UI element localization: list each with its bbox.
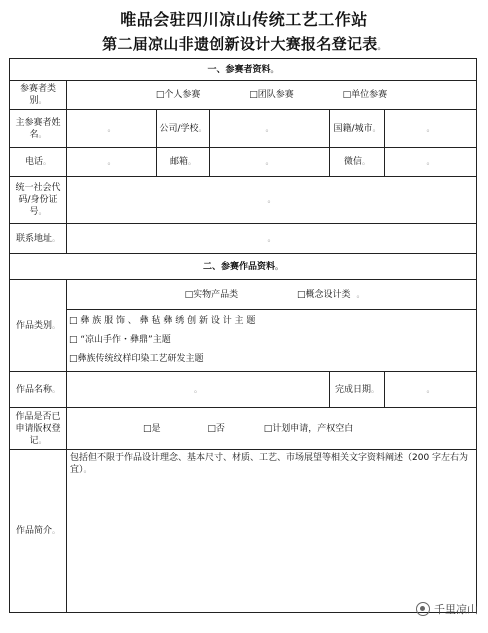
page-subtitle: 第二届凉山非遗创新设计大赛报名登记表。 [102, 35, 386, 53]
watermark-icon [416, 602, 430, 616]
company-field[interactable]: 。 [210, 110, 330, 148]
physical-product-option[interactable]: □实物产品类 [184, 289, 239, 300]
email-label: 邮箱。 [157, 148, 210, 177]
work-name-field[interactable]: 。 [67, 372, 330, 408]
theme-option-costume[interactable]: □ 彝 族 服 饰 、 彝 毡 彝 绣 创 新 设 计 主 题 [69, 316, 256, 326]
wechat-field[interactable]: 。 [385, 148, 477, 177]
registration-form [9, 58, 477, 613]
phone-label: 电话。 [10, 148, 67, 177]
section-participant-header: 一、参赛者资料。 [10, 59, 477, 81]
copyright-no-option[interactable]: □否 [207, 423, 225, 434]
nationality-field[interactable]: 。 [385, 110, 477, 148]
intro-label: 作品简介。 [10, 450, 67, 613]
id-field[interactable]: 。 [67, 177, 477, 224]
section-work-header: 二、参赛作品资料。 [10, 254, 477, 280]
name-label: 主参赛者姓名。 [10, 110, 67, 148]
wechat-label: 微信。 [330, 148, 385, 177]
address-label: 联系地址。 [10, 224, 67, 254]
category-label: 作品类别。 [10, 280, 67, 372]
copyright-yes-option[interactable]: □是 [143, 423, 161, 434]
participant-type-label: 参赛者类别。 [10, 81, 67, 110]
finish-date-field[interactable]: 。 [385, 372, 477, 408]
copyright-options [67, 408, 477, 450]
watermark-text: 千里凉山 [434, 603, 478, 616]
individual-option[interactable]: □个人参赛 [155, 90, 201, 100]
email-field[interactable]: 。 [210, 148, 330, 177]
finish-date-label: 完成日期。 [330, 372, 385, 408]
category-top-options: □实物产品类 □概念设计类 。 [67, 280, 477, 310]
participant-type-options [67, 81, 477, 110]
phone-field[interactable]: 。 [67, 148, 157, 177]
category-theme-options [67, 310, 477, 372]
team-option[interactable]: □团队参赛 [249, 90, 294, 100]
intro-field[interactable]: 包括但不限于作品设计理念、基本尺寸、材质、工艺、市场展望等相关文字资料阐述（200 字左右为宜）。 [67, 450, 477, 613]
organization-option[interactable]: □单位参赛 [342, 90, 388, 100]
watermark-logo [416, 601, 478, 617]
address-field[interactable]: 。 [67, 224, 477, 254]
company-label: 公司/学校。 [157, 110, 210, 148]
name-field[interactable]: 。 [67, 110, 157, 148]
copyright-label: 作品是否已申请版权登记。 [10, 408, 67, 450]
concept-design-option[interactable]: □概念设计类 [296, 289, 351, 300]
nationality-label: 国籍/城市。 [330, 110, 385, 148]
page-title: 唯品会驻四川凉山传统工艺工作站 [120, 10, 368, 29]
work-name-label: 作品名称。 [10, 372, 67, 408]
id-label: 统一社会代码/身份证号。 [10, 177, 67, 224]
theme-option-handmade[interactable]: □ “凉山手作・彝鼎”主题 [69, 335, 171, 345]
theme-option-pattern[interactable]: □彝族传统纹样印染工艺研发主题 [69, 354, 204, 364]
copyright-plan-option[interactable]: □计划申请，产权空白 [263, 423, 354, 434]
